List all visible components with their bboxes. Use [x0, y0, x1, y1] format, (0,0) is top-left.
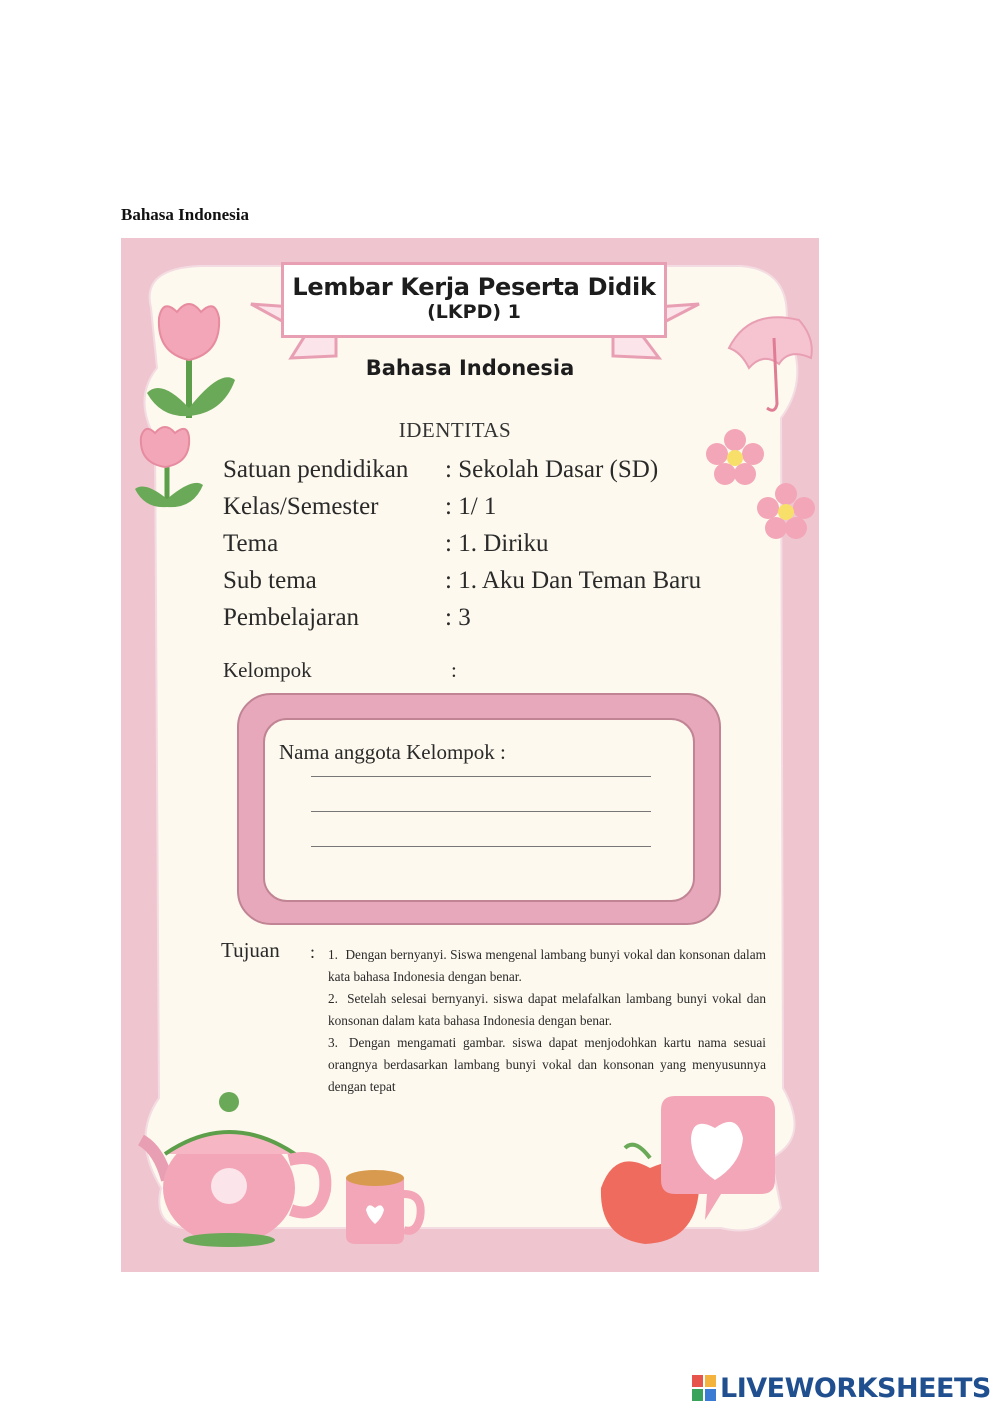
group-label: Kelompok — [223, 658, 312, 682]
identity-label: Kelas/Semester — [223, 493, 379, 520]
identity-label: Tema — [223, 530, 279, 557]
goal-text: Setelah selesai bernyanyi. siswa dapat melafalkan lambang bunyi vokal dan konsonan dalam kata bahasa Indonesia dengan benar. — [328, 991, 766, 1028]
teapot-icon — [129, 1090, 339, 1250]
flower-icon — [705, 428, 765, 488]
goals-colon: : — [310, 942, 316, 962]
member-input-line[interactable] — [311, 811, 651, 812]
identity-value: : 1. Diriku — [445, 530, 549, 557]
member-input-line[interactable] — [311, 846, 651, 847]
worksheet-card — [121, 238, 819, 1272]
goal-number: 3. — [328, 1035, 338, 1050]
member-input-line[interactable] — [311, 776, 651, 777]
identity-label: Pembelajaran — [223, 604, 360, 631]
goal-number: 2. — [328, 991, 338, 1006]
identity-value: : 3 — [445, 604, 471, 631]
identity-row — [223, 604, 471, 632]
goal-text: Dengan mengamati gambar. siswa dapat menjodohkan kartu nama sesuai orangnya berdasarkan lambang bunyi vokal dan konsonan yang menyusunnya dengan tepat — [328, 1035, 766, 1094]
group-value-field[interactable]: : — [451, 658, 457, 682]
footer-logo[interactable] — [692, 1372, 991, 1404]
identity-label: Satuan pendidikan — [223, 456, 409, 483]
tulip-icon — [131, 423, 211, 523]
goals-label: Tujuan — [221, 938, 280, 962]
worksheet-subtitle: (LKPD) 1 — [427, 301, 521, 323]
worksheet-subject: Bahasa Indonesia — [365, 356, 575, 380]
identity-heading: IDENTITAS — [398, 418, 512, 442]
umbrella-icon — [719, 308, 819, 418]
goal-item — [328, 988, 766, 1032]
flower-icon — [756, 482, 816, 542]
goal-text: Dengan bernyanyi. Siswa mengenal lambang bunyi vokal dan konsonan dalam kata bahasa Indonesia dengan benar. — [328, 947, 766, 984]
identity-label: Sub tema — [223, 567, 317, 594]
members-label: Nama anggota Kelompok : — [279, 740, 506, 764]
member-box-inner — [263, 718, 695, 902]
identity-value: : 1/ 1 — [445, 493, 497, 520]
identity-value: : 1. Aku Dan Teman Baru — [445, 567, 702, 594]
document-heading: Bahasa Indonesia — [121, 205, 250, 224]
member-box — [237, 693, 721, 925]
identity-value: : Sekolah Dasar (SD) — [445, 456, 659, 483]
goal-number: 1. — [328, 947, 338, 962]
identity-row — [223, 530, 548, 558]
identity-row — [223, 456, 658, 484]
worksheet-title: Lembar Kerja Peserta Didik — [292, 273, 656, 301]
heart-bubble-icon — [651, 1090, 781, 1230]
identity-row — [223, 493, 496, 521]
logo-text: LIVEWORKSHEETS — [720, 1372, 991, 1404]
title-banner — [281, 262, 667, 338]
group-row — [223, 658, 457, 683]
identity-row — [223, 567, 701, 595]
goal-item — [328, 944, 766, 988]
cup-icon — [326, 1138, 426, 1248]
goal-item — [328, 1032, 766, 1098]
liveworksheets-logo-icon — [692, 1375, 716, 1401]
